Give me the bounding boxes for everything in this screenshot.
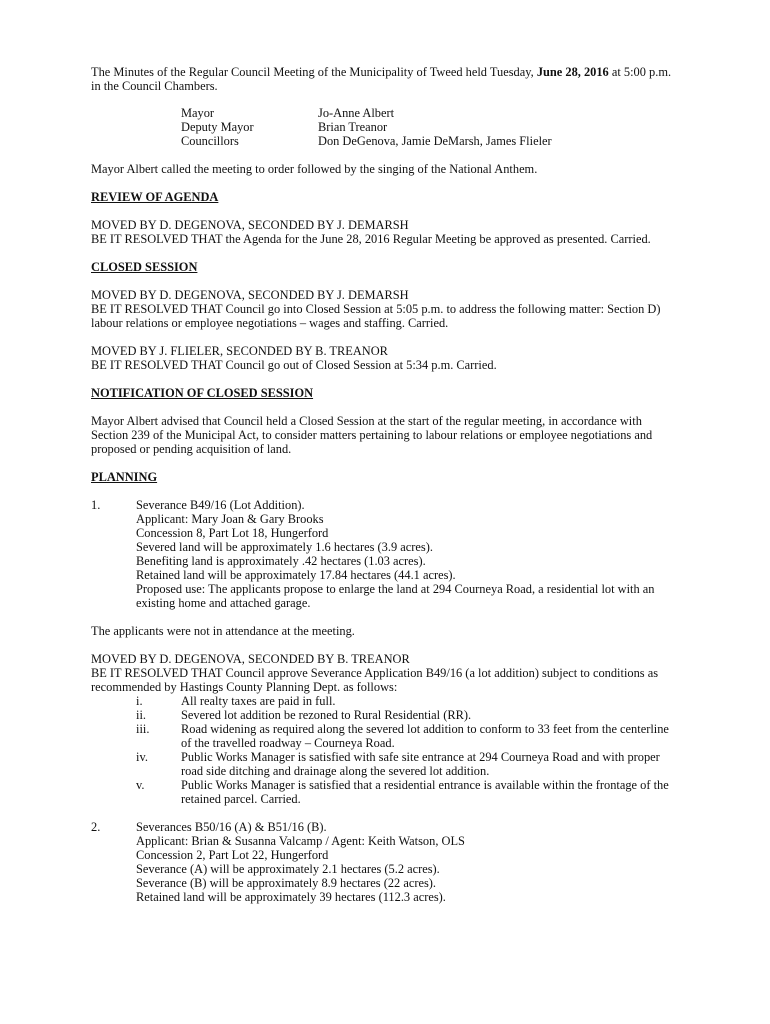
item-line: Severance (B) will be approximately 8.9 hectares (22 acres). bbox=[136, 876, 437, 890]
item-line: Applicant: Mary Joan & Gary Brooks bbox=[136, 512, 324, 526]
item-line: Proposed use: The applicants propose to enlarge the land at 294 Courneya Road, a residential lot with an existing home and attached garage. bbox=[136, 582, 655, 610]
attendance-role: Councillors bbox=[181, 134, 239, 148]
item-line: Retained land will be approximately 39 hectares (112.3 acres). bbox=[136, 890, 446, 904]
motion-moved: MOVED BY D. DEGENOVA, SECONDED BY B. TREANOR bbox=[91, 652, 410, 666]
condition-text: Public Works Manager is satisfied that a residential entrance is available within the frontage of the retained parcel. Carried. bbox=[181, 778, 669, 806]
condition-text: Road widening as required along the severed lot addition to conform to 33 feet from the centerline of the travelled roadway – Courneya Road. bbox=[181, 722, 669, 750]
conditions-list bbox=[136, 694, 681, 806]
attendance-note: The applicants were not in attendance at the meeting. bbox=[91, 624, 355, 638]
intro-text: The Minutes of the Regular Council Meeting of the Municipality of Tweed held Tuesday, bbox=[91, 65, 537, 79]
intro-tail: at 5:00 p.m. in the Council Chambers. bbox=[91, 65, 672, 93]
item-line: Severances B50/16 (A) & B51/16 (B). bbox=[136, 820, 327, 834]
attendance-role: Deputy Mayor bbox=[181, 120, 254, 134]
attendance-names: Brian Treanor bbox=[318, 120, 388, 134]
condition-number: iv. bbox=[136, 750, 148, 764]
minutes-document bbox=[91, 65, 681, 904]
item-line: Benefiting land is approximately .42 hectares (1.03 acres). bbox=[136, 554, 426, 568]
intro-paragraph bbox=[91, 65, 681, 93]
section-heading-notification: NOTIFICATION OF CLOSED SESSION bbox=[91, 386, 314, 400]
item-details bbox=[136, 820, 681, 904]
attendance-names: Jo-Anne Albert bbox=[318, 106, 395, 120]
condition-item bbox=[136, 778, 681, 806]
condition-number: iii. bbox=[136, 722, 150, 736]
attendance-list bbox=[181, 106, 681, 148]
item-line: Applicant: Brian & Susanna Valcamp / Agent: Keith Watson, OLS bbox=[136, 834, 465, 848]
motion-resolution: BE IT RESOLVED THAT the Agenda for the June 28, 2016 Regular Meeting be approved as presented. Carried. bbox=[91, 232, 651, 246]
planning-item-2 bbox=[91, 820, 681, 904]
item-number: 1. bbox=[91, 498, 101, 512]
condition-item bbox=[136, 694, 681, 708]
condition-text: All realty taxes are paid in full. bbox=[181, 694, 336, 708]
motion-resolution: BE IT RESOLVED THAT Council approve Severance Application B49/16 (a lot addition) subject to conditions as recommended by Hastings County Planning Dept. as follows: bbox=[91, 666, 659, 694]
condition-item bbox=[136, 750, 681, 778]
meeting-date: June 28, 2016 bbox=[536, 65, 609, 79]
condition-number: i. bbox=[136, 694, 143, 708]
item-details bbox=[136, 498, 681, 610]
attendance-names: Don DeGenova, Jamie DeMarsh, James Flieler bbox=[318, 134, 552, 148]
planning-item-1 bbox=[91, 498, 681, 610]
section-heading-planning: PLANNING bbox=[91, 470, 158, 484]
attendance-role: Mayor bbox=[181, 106, 215, 120]
item-line: Severance (A) will be approximately 2.1 hectares (5.2 acres). bbox=[136, 862, 440, 876]
section-heading-closed-session: CLOSED SESSION bbox=[91, 260, 198, 274]
item-line: Concession 8, Part Lot 18, Hungerford bbox=[136, 526, 329, 540]
condition-text: Severed lot addition be rezoned to Rural Residential (RR). bbox=[181, 708, 472, 722]
notification-text: Mayor Albert advised that Council held a Closed Session at the start of the regular meeting, in accordance with Section 239 of the Municipal Act, to consider matters pertaining to labour relations or employee negotiations and proposed or pending acquisition of land. bbox=[91, 414, 653, 456]
condition-text: Public Works Manager is satisfied with safe site entrance at 294 Courneya Road and with proper road side ditching and drainage along the severed lot addition. bbox=[181, 750, 660, 778]
item-number: 2. bbox=[91, 820, 101, 834]
item-line: Severance B49/16 (Lot Addition). bbox=[136, 498, 305, 512]
motion-moved: MOVED BY J. FLIELER, SECONDED BY B. TREANOR bbox=[91, 344, 388, 358]
condition-number: ii. bbox=[136, 708, 146, 722]
condition-item bbox=[136, 708, 681, 722]
motion-resolution: BE IT RESOLVED THAT Council go into Closed Session at 5:05 p.m. to address the following matter: Section D) labour relations or employee negotiations – wages and staffing. Carried. bbox=[91, 302, 661, 330]
item-line: Concession 2, Part Lot 22, Hungerford bbox=[136, 848, 329, 862]
motion-resolution: BE IT RESOLVED THAT Council go out of Closed Session at 5:34 p.m. Carried. bbox=[91, 358, 497, 372]
motion-moved: MOVED BY D. DEGENOVA, SECONDED BY J. DEMARSH bbox=[91, 288, 409, 302]
item-line: Retained land will be approximately 17.84 hectares (44.1 acres). bbox=[136, 568, 456, 582]
item-line: Severed land will be approximately 1.6 hectares (3.9 acres). bbox=[136, 540, 433, 554]
motion-moved: MOVED BY D. DEGENOVA, SECONDED BY J. DEMARSH bbox=[91, 218, 409, 232]
condition-item bbox=[136, 722, 681, 750]
opening-statement: Mayor Albert called the meeting to order followed by the singing of the National Anthem. bbox=[91, 162, 538, 176]
condition-number: v. bbox=[136, 778, 145, 792]
section-heading-review-agenda: REVIEW OF AGENDA bbox=[91, 190, 219, 204]
